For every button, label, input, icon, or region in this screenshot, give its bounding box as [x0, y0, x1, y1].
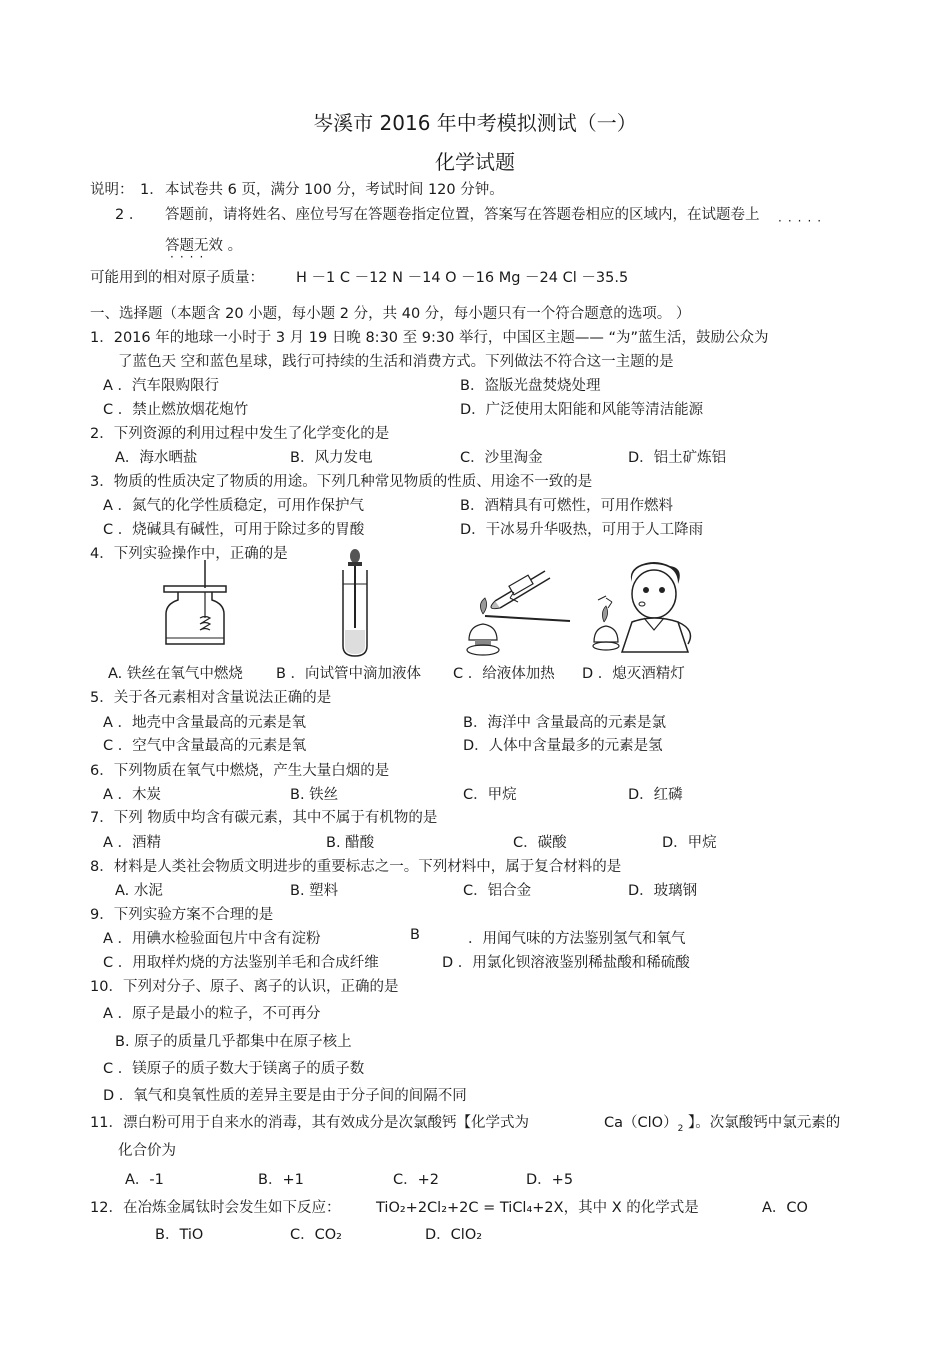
q9-option-c: C ．用取样灼烧的方法鉴别羊毛和合成纤维	[103, 955, 379, 971]
q11-stem: 11．漂白粉可用于自来水的消毒，其有效成分是次氯酸钙【化学式为	[90, 1115, 529, 1131]
q4-option-d: D ．熄灭酒精灯	[582, 666, 685, 682]
q4-option-b: B ．向试管中滴加液体	[276, 666, 422, 682]
q10-option-a: A ．原子是最小的粒子，不可再分	[103, 1006, 321, 1022]
note-2-number: 2 ．	[115, 207, 144, 223]
q10-option-d: D ．氧气和臭氧性质的差异主要是由于分子间的间隔不同	[103, 1088, 467, 1104]
q2-stem: 2．下列资源的利用过程中发生了化学变化的是	[90, 426, 390, 442]
q2-option-d: D．铝土矿炼铝	[628, 450, 727, 466]
q5-option-c: C ．空气中含量最高的元素是氧	[103, 738, 307, 754]
q9-option-b-letter: B	[410, 927, 420, 943]
q9-option-a: A ．用碘水检验面包片中含有淀粉	[103, 931, 321, 947]
q8-stem: 8．材料是人类社会物质文明进步的重要标志之一。下列材料中，属于复合材料的是	[90, 859, 622, 875]
note-1-text: 本试卷共 6 页，满分 100 分，考试时间 120 分钟。	[165, 182, 504, 198]
q1-option-d: D．广泛使用太阳能和风能等清洁能源	[460, 402, 704, 418]
q6-option-b: B. 铁丝	[290, 787, 339, 803]
q3-option-c: C ．烧碱具有碱性，可用于除过多的胃酸	[103, 522, 365, 538]
q11-formula: $Ca(ClO)_2$	[604, 1115, 684, 1134]
q6-option-d: D．红磷	[628, 787, 683, 803]
note-2-text-cont: 答题无效 。	[165, 238, 243, 254]
extinguish-lamp-figure	[592, 560, 704, 660]
q3-stem: 3．物质的性质决定了物质的用途。下列几种常见物质的性质、用途不一致的是	[90, 474, 593, 490]
emphasis-dots: ····	[170, 250, 210, 264]
test-tube-dropper-figure	[335, 548, 375, 658]
note-2-text: 答题前，请将姓名、座位号写在答题卷指定位置，答案写在答题卷相应的区域内，在试题卷上	[165, 207, 760, 223]
q8-option-d: D．玻璃钢	[628, 883, 698, 899]
q12-option-c: C．CO₂	[290, 1227, 342, 1243]
q11-option-c: C．+2	[393, 1172, 439, 1188]
q10-stem: 10．下列对分子、原子、离子的认识，正确的是	[90, 979, 399, 995]
q12-option-d: D．ClO₂	[425, 1227, 483, 1243]
q9-option-b: ．用闻气味的方法鉴别氢气和氧气	[468, 931, 686, 947]
q12-stem: 12．在冶炼金属钛时会发生如下反应：	[90, 1200, 341, 1216]
q10-option-b: B. 原子的质量几乎都集中在原子核上	[115, 1034, 352, 1050]
q3-option-b: B．酒精具有可燃性，可用作燃料	[460, 498, 673, 514]
q12-option-b: B．TiO	[155, 1227, 204, 1243]
q8-option-c: C．铝合金	[463, 883, 532, 899]
q6-option-c: C．甲烷	[463, 787, 517, 803]
q5-option-b: B．海洋中 含量最高的元素是氯	[463, 715, 667, 731]
q2-option-c: C．沙里淘金	[460, 450, 543, 466]
note-1-number: 1．	[140, 182, 164, 198]
q3-option-d: D．干冰易升华吸热，可用于人工降雨	[460, 522, 704, 538]
q4-option-a: A. 铁丝在氧气中燃烧	[108, 666, 243, 682]
q1-stem-cont: 了蓝色天 空和蓝色星球，践行可持续的生活和消费方式。下列做法不符合这一主题的是	[118, 354, 674, 370]
q5-stem: 5．关于各元素相对含量说法正确的是	[90, 690, 332, 706]
q1-option-b: B．盗版光盘焚烧处理	[460, 378, 601, 394]
exam-title: 岑溪市 2016 年中考模拟测试（一）	[313, 111, 637, 135]
q1-stem: 1．2016 年的地球一小时于 3 月 19 日晚 8:30 至 9:30 举行，中国区主题—— “为”蓝生活，鼓励公众为	[90, 330, 769, 346]
q7-option-d: D．甲烷	[662, 835, 717, 851]
q9-stem: 9．下列实验方案不合理的是	[90, 907, 274, 923]
q7-stem: 7．下列 物质中均含有碳元素，其中不属于有机物的是	[90, 810, 438, 826]
notes-label: 说明：	[90, 182, 134, 198]
q9-option-d: D ．用氯化钡溶液鉴别稀盐酸和稀硫酸	[442, 955, 690, 971]
q1-option-a: A ．汽车限购限行	[103, 378, 220, 394]
q8-option-a: A. 水泥	[115, 883, 163, 899]
atomic-mass-label: 可能用到的相对原子质量：	[90, 270, 264, 286]
q3-option-a: A ．氮气的化学性质稳定，可用作保护气	[103, 498, 365, 514]
q11-option-b: B．+1	[258, 1172, 304, 1188]
q6-stem: 6．下列物质在氧气中燃烧，产生大量白烟的是	[90, 763, 390, 779]
q12-option-a: A．CO	[762, 1200, 808, 1216]
q7-option-a: A ．酒精	[103, 835, 162, 851]
q11-option-d: D．+5	[526, 1172, 574, 1188]
q11-option-a: A．-1	[125, 1172, 164, 1188]
q10-option-c: C ．镁原子的质子数大于镁离子的质子数	[103, 1061, 365, 1077]
emphasis-dots: ·····	[778, 214, 828, 228]
heating-liquid-figure	[455, 566, 575, 661]
q1-option-c: C ．禁止燃放烟花炮竹	[103, 402, 249, 418]
q11-stem-end: 】。次氯酸钙中氯元素的	[688, 1115, 841, 1131]
atomic-mass-values: H －1 C －12 N －14 O －16 Mg －24 Cl －35.5	[296, 270, 629, 286]
section-heading: 一、选择题（本题含 20 小题，每小题 2 分，共 40 分，每小题只有一个符合题意的选项。 ）	[90, 306, 691, 322]
q7-option-c: C．碳酸	[513, 835, 567, 851]
q11-stem-cont: 化合价为	[118, 1143, 176, 1159]
q5-option-a: A ．地壳中含量最高的元素是氧	[103, 715, 307, 731]
q5-option-d: D．人体中含量最多的元素是氢	[463, 738, 663, 754]
iron-wire-burning-figure	[160, 560, 230, 650]
exam-subject: 化学试题	[435, 150, 515, 174]
q8-option-b: B. 塑料	[290, 883, 339, 899]
q4-option-c: C ．给液体加热	[453, 666, 555, 682]
q6-option-a: A ．木炭	[103, 787, 162, 803]
q2-option-b: B．风力发电	[290, 450, 373, 466]
q4-stem: 4．下列实验操作中，正确的是	[90, 546, 288, 562]
q12-equation: TiO₂+2Cl₂+2C = TiCl₄+2X，其中 X 的化学式是	[376, 1200, 699, 1216]
q7-option-b: B. 醋酸	[326, 835, 375, 851]
q2-option-a: A．海水晒盐	[115, 450, 198, 466]
